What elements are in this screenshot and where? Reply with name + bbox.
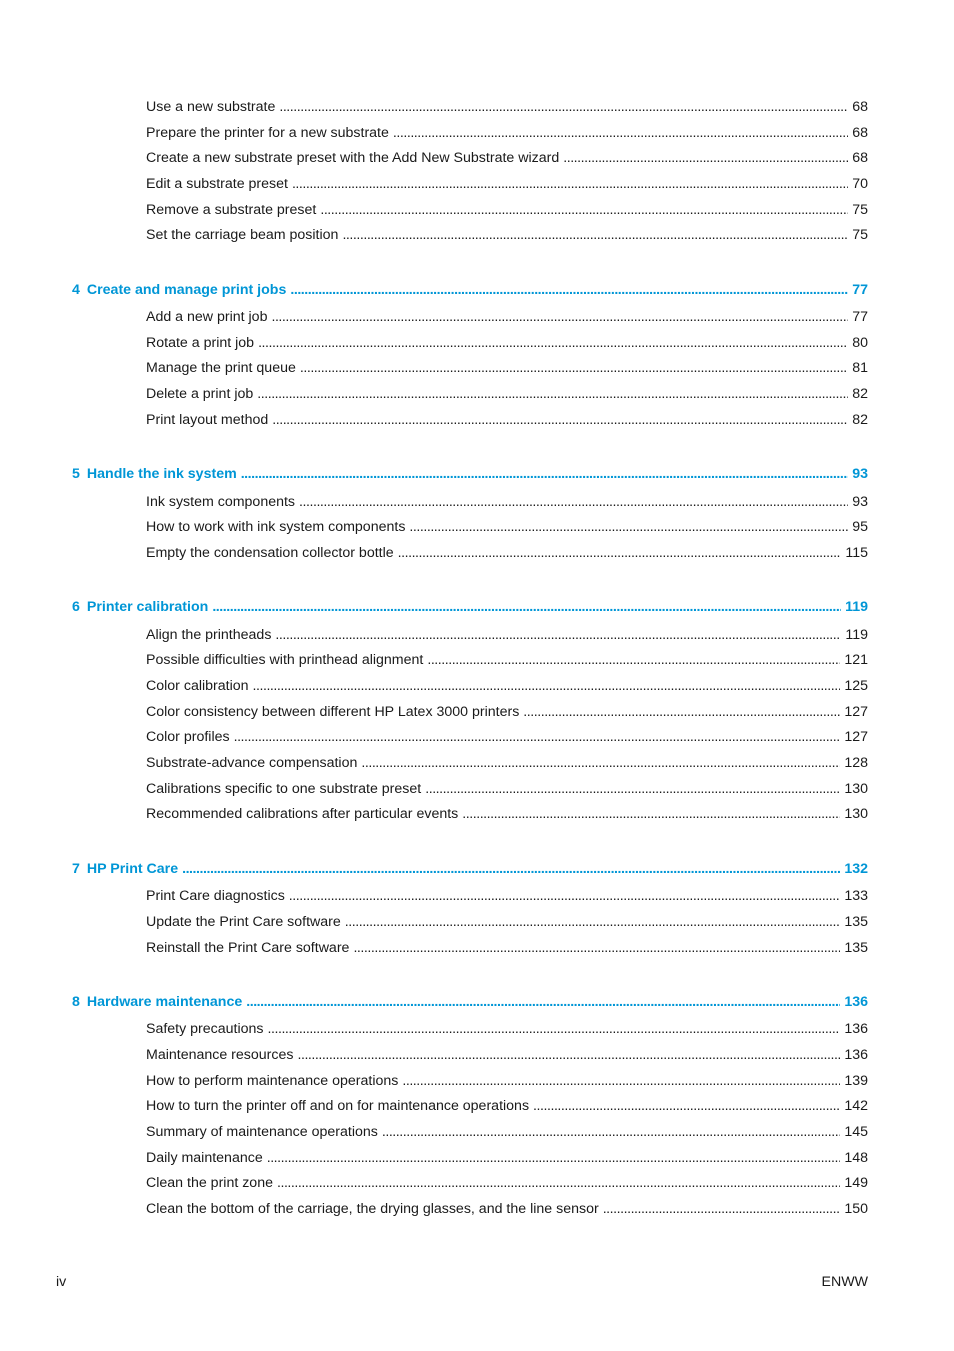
dot-leader	[523, 703, 840, 721]
toc-entry[interactable]	[146, 805, 868, 823]
dot-leader	[279, 98, 848, 116]
dot-leader	[402, 1072, 840, 1090]
toc-entry[interactable]	[146, 728, 868, 746]
toc-page-number: 70	[852, 176, 868, 192]
dot-leader	[212, 598, 841, 616]
dot-leader	[398, 544, 842, 562]
dot-leader	[409, 518, 848, 536]
toc-entry[interactable]	[146, 411, 868, 429]
chapter-number: 8	[72, 994, 80, 1010]
toc-entry-title: Daily maintenance	[146, 1150, 263, 1166]
toc-entry[interactable]	[146, 1097, 868, 1115]
toc-entry[interactable]	[146, 754, 868, 772]
toc-entry-title: Prepare the printer for a new substrate	[146, 125, 389, 141]
page-number: iv	[56, 1274, 67, 1290]
toc-entry-title: Align the printheads	[146, 627, 272, 643]
dot-leader	[299, 493, 848, 511]
toc-entry[interactable]	[146, 359, 868, 377]
dot-leader	[393, 124, 848, 142]
toc-entry[interactable]	[146, 124, 868, 142]
toc-entry-title: Manage the print queue	[146, 360, 296, 376]
dot-leader	[290, 281, 848, 299]
dot-leader	[268, 1020, 841, 1038]
toc-page-number: 68	[852, 99, 868, 115]
toc-entry-title: Clean the bottom of the carriage, the drying glasses, and the line sensor	[146, 1201, 599, 1217]
dot-leader	[425, 780, 840, 798]
toc-entry[interactable]	[146, 149, 868, 167]
toc-page-number: 115	[845, 545, 868, 561]
toc-entry-title: How to perform maintenance operations	[146, 1073, 399, 1089]
toc-page-number: 77	[852, 282, 868, 298]
toc-page-number: 77	[852, 309, 868, 325]
toc-page-number: 150	[844, 1201, 868, 1217]
toc-entry-title: Update the Print Care software	[146, 914, 341, 930]
dot-leader	[353, 939, 840, 957]
dot-leader	[427, 651, 840, 669]
toc-entry[interactable]	[146, 1174, 868, 1192]
toc-entry-title: Maintenance resources	[146, 1047, 294, 1063]
toc-entry-title	[72, 598, 212, 616]
toc-page-number: 93	[852, 466, 868, 482]
toc-chapter-entry[interactable]	[72, 860, 868, 878]
dot-leader	[258, 334, 848, 352]
toc-page-number: 130	[844, 806, 868, 822]
toc-page-number: 148	[844, 1150, 868, 1166]
toc-entry-title: Ink system components	[146, 494, 296, 510]
toc-page-number: 125	[844, 678, 868, 694]
toc-entry[interactable]	[146, 334, 868, 352]
dot-leader	[241, 465, 849, 483]
dot-leader	[382, 1123, 840, 1141]
dot-leader	[563, 149, 848, 167]
toc-entry-title: Color consistency between different HP Latex 3000 printers	[146, 704, 520, 720]
toc-page-number: 121	[844, 652, 868, 668]
toc-page-number: 145	[844, 1124, 868, 1140]
toc-entry-title: Remove a substrate preset	[146, 202, 317, 218]
toc-page-number: 136	[844, 1021, 868, 1037]
toc-entry-title: Create a new substrate preset with the Add New Substrate wizard	[146, 150, 560, 166]
dot-leader	[257, 385, 848, 403]
dot-leader	[277, 1174, 840, 1192]
toc-page-number: 132	[844, 861, 868, 877]
toc-entry-title: Edit a substrate preset	[146, 176, 288, 192]
chapter-number: 5	[72, 466, 80, 482]
toc-entry-title: Summary of maintenance operations	[146, 1124, 378, 1140]
chapter-number: 7	[72, 861, 80, 877]
chapter-title: Printer calibration	[86, 599, 209, 615]
dot-leader	[342, 226, 848, 244]
dot-leader	[272, 411, 848, 429]
toc-entry-title	[72, 993, 246, 1011]
toc-entry-title: Empty the condensation collector bottle	[146, 545, 394, 561]
dot-leader	[292, 175, 848, 193]
dot-leader	[300, 359, 848, 377]
toc-page-number: 149	[844, 1175, 868, 1191]
toc-entry[interactable]	[146, 626, 868, 644]
toc-entry-title: Use a new substrate	[146, 99, 276, 115]
toc-entry-title: Recommended calibrations after particular events	[146, 806, 459, 822]
toc-entry-title: How to work with ink system components	[146, 519, 406, 535]
dot-leader	[289, 887, 841, 905]
toc-entry[interactable]	[146, 780, 868, 798]
toc-entry-title: Safety precautions	[146, 1021, 264, 1037]
toc-entry[interactable]	[146, 703, 868, 721]
toc-page-number: 135	[844, 914, 868, 930]
toc-chapter-entry[interactable]	[72, 465, 868, 483]
toc-entry[interactable]	[146, 98, 868, 116]
toc-entry[interactable]	[146, 175, 868, 193]
toc-entry[interactable]	[146, 1046, 868, 1064]
chapter-title: HP Print Care	[86, 861, 179, 877]
toc-page-number: 95	[852, 519, 868, 535]
dot-leader	[320, 201, 848, 219]
toc-page-number: 80	[852, 335, 868, 351]
toc-page-number: 93	[852, 494, 868, 510]
dot-leader	[275, 626, 841, 644]
toc-chapter-entry[interactable]	[72, 993, 868, 1011]
toc-chapter-entry[interactable]	[72, 598, 868, 616]
toc-entry-title: Rotate a print job	[146, 335, 255, 351]
toc-entry-title: Calibrations specific to one substrate preset	[146, 781, 422, 797]
toc-entry-title: Possible difficulties with printhead alignment	[146, 652, 424, 668]
toc-entry[interactable]	[146, 1149, 868, 1167]
toc-entry[interactable]	[146, 1200, 868, 1218]
toc-entry[interactable]	[146, 939, 868, 957]
toc-page-number: 75	[852, 202, 868, 218]
toc-page-number: 119	[845, 627, 868, 643]
toc-entry-title: Reinstall the Print Care software	[146, 940, 350, 956]
toc-page-number: 142	[844, 1098, 868, 1114]
dot-leader	[603, 1200, 841, 1218]
footer-label: ENWW	[821, 1274, 868, 1290]
toc-entry-title: Clean the print zone	[146, 1175, 273, 1191]
toc-entry-title: Substrate-advance compensation	[146, 755, 358, 771]
toc-entry[interactable]	[146, 677, 868, 695]
dot-leader	[361, 754, 840, 772]
toc-page-number: 68	[852, 150, 868, 166]
toc-entry-title	[72, 860, 182, 878]
dot-leader	[246, 993, 840, 1011]
dot-leader	[345, 913, 841, 931]
toc-page-number: 136	[844, 1047, 868, 1063]
toc-entry-title: Delete a print job	[146, 386, 254, 402]
toc-page-number: 82	[852, 386, 868, 402]
toc-entry[interactable]	[146, 308, 868, 326]
chapter-number: 6	[72, 599, 80, 615]
toc-entry[interactable]	[146, 1072, 868, 1090]
chapter-title: Handle the ink system	[86, 466, 237, 482]
dot-leader	[533, 1097, 840, 1115]
toc-entry[interactable]	[146, 544, 868, 562]
toc-entry-title: Print Care diagnostics	[146, 888, 285, 904]
toc-page-number: 127	[844, 729, 868, 745]
toc-entry-title	[72, 281, 290, 299]
toc-page-number: 81	[852, 360, 868, 376]
dot-leader	[182, 860, 840, 878]
toc-entry[interactable]	[146, 887, 868, 905]
toc-page-number: 128	[844, 755, 868, 771]
toc-page-number: 119	[845, 599, 868, 615]
toc-entry-title: Set the carriage beam position	[146, 227, 339, 243]
dot-leader	[267, 1149, 841, 1167]
toc-page-number: 82	[852, 412, 868, 428]
toc-page-number: 127	[844, 704, 868, 720]
toc-entry[interactable]	[146, 651, 868, 669]
toc-entry-title	[72, 465, 241, 483]
toc-entry[interactable]	[146, 493, 868, 511]
toc-entry[interactable]	[146, 1123, 868, 1141]
dot-leader	[234, 728, 841, 746]
toc-page-number: 136	[844, 994, 868, 1010]
dot-leader	[297, 1046, 840, 1064]
toc-page-number: 75	[852, 227, 868, 243]
chapter-title: Hardware maintenance	[86, 994, 243, 1010]
toc-entry[interactable]	[146, 201, 868, 219]
toc-entry-title: Color calibration	[146, 678, 249, 694]
dot-leader	[271, 308, 848, 326]
toc-entry[interactable]	[146, 518, 868, 536]
toc-entry[interactable]	[146, 913, 868, 931]
toc-entry[interactable]	[146, 1020, 868, 1038]
toc-page-number: 68	[852, 125, 868, 141]
toc-entry[interactable]	[146, 385, 868, 403]
chapter-title: Create and manage print jobs	[86, 282, 287, 298]
toc-page-number: 130	[844, 781, 868, 797]
toc-page-number: 135	[844, 940, 868, 956]
dot-leader	[462, 805, 840, 823]
toc-entry-title: How to turn the printer off and on for maintenance operations	[146, 1098, 530, 1114]
toc-entry[interactable]	[146, 226, 868, 244]
toc-entry-title: Add a new print job	[146, 309, 268, 325]
toc-entry-title: Color profiles	[146, 729, 230, 745]
toc-chapter-entry[interactable]	[72, 281, 868, 299]
chapter-number: 4	[72, 282, 80, 298]
toc-page-number: 133	[844, 888, 868, 904]
toc-page-number: 139	[844, 1073, 868, 1089]
toc-entry-title: Print layout method	[146, 412, 269, 428]
dot-leader	[253, 677, 841, 695]
